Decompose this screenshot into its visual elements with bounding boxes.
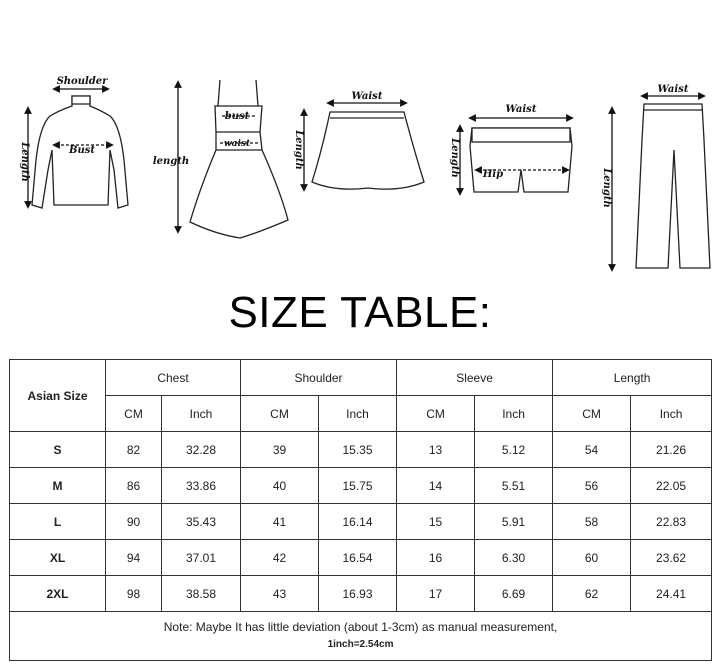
table-cell: 43 bbox=[241, 576, 319, 612]
table-cell: 5.91 bbox=[475, 504, 553, 540]
table-cell: 54 bbox=[553, 432, 631, 468]
size-label: XL bbox=[10, 540, 106, 576]
dress-bust-label: bust bbox=[224, 111, 250, 122]
table-cell: 6.69 bbox=[475, 576, 553, 612]
table-cell: 42 bbox=[241, 540, 319, 576]
shorts-diagram bbox=[460, 118, 572, 192]
measurement-diagrams bbox=[0, 0, 720, 285]
sleeve-header: Sleeve bbox=[397, 360, 553, 396]
table-cell: 35.43 bbox=[162, 504, 241, 540]
table-cell: 37.01 bbox=[162, 540, 241, 576]
dress-length-label: length bbox=[152, 156, 190, 167]
table-cell: 5.51 bbox=[475, 468, 553, 504]
size-table bbox=[9, 359, 712, 661]
size-label: 2XL bbox=[10, 576, 106, 612]
table-cell: 14 bbox=[397, 468, 475, 504]
table-cell: 17 bbox=[397, 576, 475, 612]
note-cell bbox=[10, 612, 712, 661]
dress-diagram bbox=[178, 80, 288, 238]
table-cell: 56 bbox=[553, 468, 631, 504]
unit-header: CM bbox=[553, 396, 631, 432]
table-row bbox=[10, 468, 712, 504]
table-cell: 82 bbox=[106, 432, 162, 468]
shoulder-header: Shoulder bbox=[241, 360, 397, 396]
unit-header: CM bbox=[397, 396, 475, 432]
table-cell: 22.83 bbox=[631, 504, 712, 540]
table-row bbox=[10, 576, 712, 612]
table-cell: 60 bbox=[553, 540, 631, 576]
note-row bbox=[10, 612, 712, 661]
table-cell: 5.12 bbox=[475, 432, 553, 468]
table-cell: 62 bbox=[553, 576, 631, 612]
skirt-length-label: Length bbox=[293, 130, 304, 170]
table-cell: 33.86 bbox=[162, 468, 241, 504]
unit-header: Inch bbox=[319, 396, 397, 432]
unit-header: CM bbox=[241, 396, 319, 432]
table-cell: 22.05 bbox=[631, 468, 712, 504]
shirt-shoulder-label: Shoulder bbox=[56, 76, 108, 87]
shorts-hip-label: Hip bbox=[482, 169, 504, 180]
table-row bbox=[10, 504, 712, 540]
table-cell: 23.62 bbox=[631, 540, 712, 576]
size-label: S bbox=[10, 432, 106, 468]
table-cell: 39 bbox=[241, 432, 319, 468]
inch-conversion-note: 1inch=2.54cm bbox=[327, 639, 394, 650]
unit-header: CM bbox=[106, 396, 162, 432]
shorts-length-label: Length bbox=[449, 138, 460, 178]
table-cell: 41 bbox=[241, 504, 319, 540]
table-row bbox=[10, 432, 712, 468]
asian-size-header: Asian Size bbox=[10, 360, 106, 432]
table-cell: 98 bbox=[106, 576, 162, 612]
pants-waist-label: Waist bbox=[657, 84, 689, 95]
table-cell: 32.28 bbox=[162, 432, 241, 468]
length-header: Length bbox=[553, 360, 712, 396]
pants-length-label: Length bbox=[601, 168, 612, 208]
table-cell: 38.58 bbox=[162, 576, 241, 612]
shorts-waist-label: Waist bbox=[505, 104, 537, 115]
skirt-diagram bbox=[304, 103, 424, 189]
table-cell: 90 bbox=[106, 504, 162, 540]
table-cell: 16.93 bbox=[319, 576, 397, 612]
unit-header: Inch bbox=[475, 396, 553, 432]
table-cell: 21.26 bbox=[631, 432, 712, 468]
table-cell: 15.35 bbox=[319, 432, 397, 468]
skirt-waist-label: Waist bbox=[351, 91, 383, 102]
table-cell: 15.75 bbox=[319, 468, 397, 504]
unit-header: Inch bbox=[631, 396, 712, 432]
chest-header: Chest bbox=[106, 360, 241, 396]
measurement-note: Note: Maybe It has little deviation (about 1-3cm) as manual measurement, bbox=[163, 620, 558, 634]
size-label: M bbox=[10, 468, 106, 504]
table-cell: 16.54 bbox=[319, 540, 397, 576]
shirt-length-label: Length bbox=[19, 142, 30, 182]
table-row bbox=[10, 540, 712, 576]
size-table-title: SIZE TABLE: bbox=[228, 288, 492, 337]
pants-diagram bbox=[612, 96, 710, 268]
table-cell: 15 bbox=[397, 504, 475, 540]
table-cell: 58 bbox=[553, 504, 631, 540]
table-cell: 40 bbox=[241, 468, 319, 504]
table-cell: 94 bbox=[106, 540, 162, 576]
size-label: L bbox=[10, 504, 106, 540]
unit-header: Inch bbox=[162, 396, 241, 432]
table-cell: 6.30 bbox=[475, 540, 553, 576]
table-cell: 16 bbox=[397, 540, 475, 576]
table-cell: 86 bbox=[106, 468, 162, 504]
shirt-bust-label: Bust bbox=[69, 145, 95, 156]
table-cell: 16.14 bbox=[319, 504, 397, 540]
table-cell: 24.41 bbox=[631, 576, 712, 612]
table-cell: 13 bbox=[397, 432, 475, 468]
dress-waist-label: waist bbox=[223, 139, 251, 149]
